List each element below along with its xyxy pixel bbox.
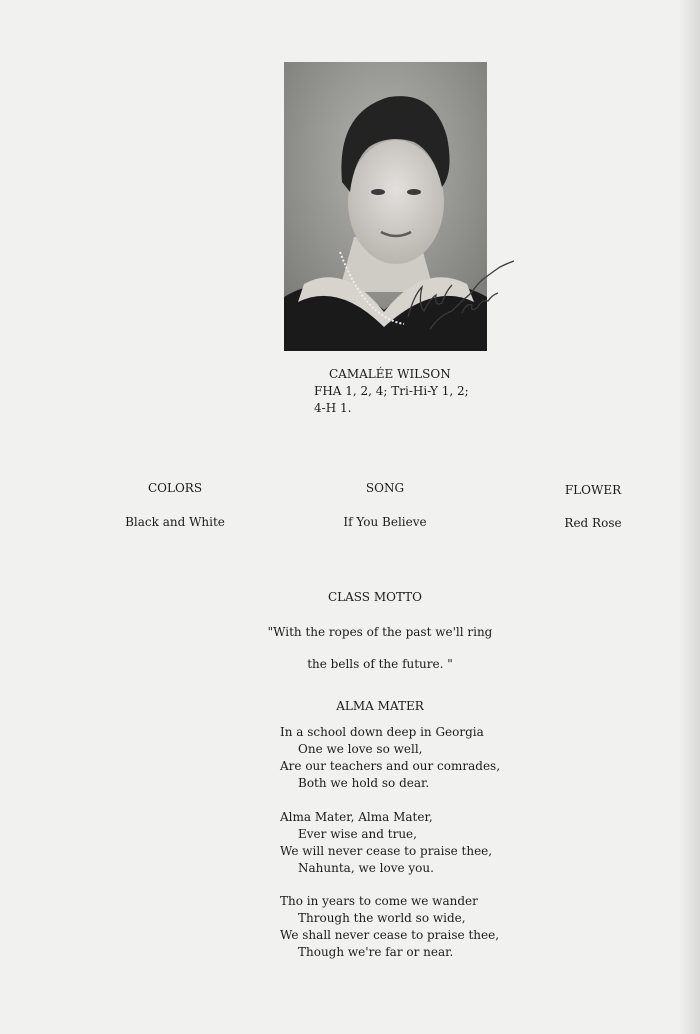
verse-line: Ever wise and true, — [298, 827, 417, 841]
student-activities-line1: FHA 1, 2, 4; Tri-Hi-Y 1, 2; — [314, 384, 469, 398]
alma-mater-stanza-2 — [280, 809, 492, 877]
flower-heading: FLOWER — [564, 483, 622, 497]
verse-line: We will never cease to praise thee, — [280, 844, 493, 858]
colors-heading: COLORS — [147, 481, 203, 495]
verse-line: One we love so well, — [298, 742, 423, 756]
verse-line: In a school down deep in Georgia — [280, 725, 484, 739]
verse-line: Alma Mater, Alma Mater, — [280, 810, 433, 824]
song-heading: SONG — [365, 481, 405, 495]
alma-mater-heading: ALMA MATER — [336, 699, 424, 713]
verse-line: We shall never cease to praise thee, — [280, 928, 500, 942]
song-value: If You Believe — [343, 515, 427, 529]
verse-line: Nahunta, we love you. — [298, 861, 434, 875]
page-edge-shadow — [678, 0, 700, 1034]
colors-value: Black and White — [125, 515, 225, 529]
flower-value: Red Rose — [564, 516, 622, 530]
verse-line: Both we hold so dear. — [298, 776, 430, 790]
alma-mater-stanza-1 — [280, 724, 500, 792]
alma-mater-stanza-3 — [280, 893, 499, 961]
student-activities-line2: 4-H 1. — [314, 401, 352, 415]
handwritten-signature — [400, 255, 520, 335]
class-motto-line2: the bells of the future. " — [307, 657, 453, 671]
verse-line: Tho in years to come we wander — [280, 894, 478, 908]
verse-line: Are our teachers and our comrades, — [280, 759, 501, 773]
class-motto-line1: "With the ropes of the past we'll ring — [267, 625, 493, 639]
class-motto-heading: CLASS MOTTO — [327, 590, 423, 604]
student-name: CAMALÉE WILSON — [329, 367, 451, 381]
verse-line: Through the world so wide, — [298, 911, 466, 925]
verse-line: Though we're far or near. — [298, 945, 454, 959]
